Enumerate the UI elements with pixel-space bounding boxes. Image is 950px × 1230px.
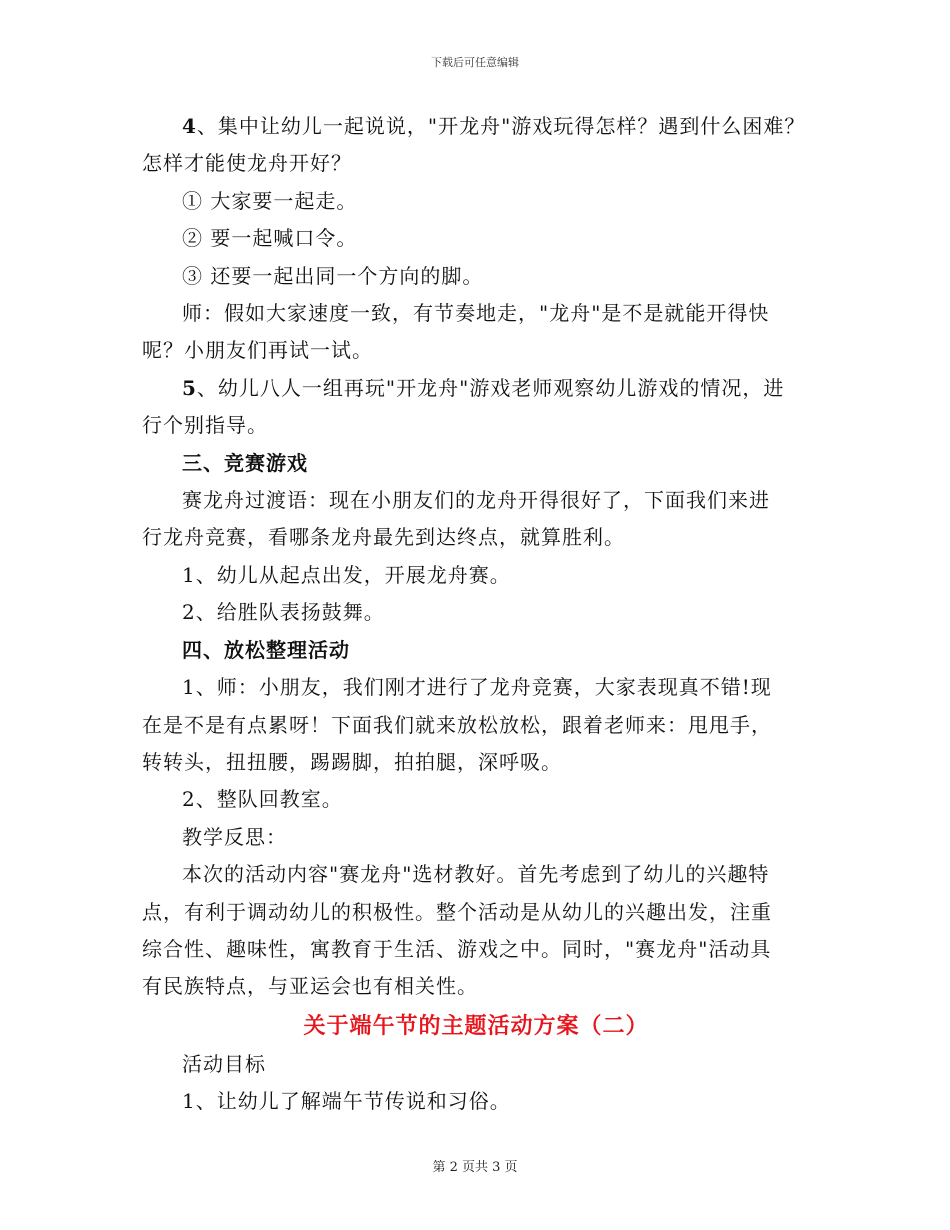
section-heading: 关于端午节的主题活动方案（二） — [303, 1012, 649, 1039]
line-text: 在是不是有点累呀！下面我们就来放松放松，跟着老师来：甩甩手， — [142, 712, 772, 737]
paragraph-line — [142, 145, 810, 182]
paragraph-line — [142, 183, 810, 220]
line-text: 、幼儿八人一组再玩"开龙舟"游戏老师观察幼儿游戏的情况，进 — [196, 375, 785, 400]
paragraph-line — [142, 332, 810, 369]
line-text: 三、竞赛游戏 — [182, 450, 308, 475]
line-text: 行龙舟竞赛，看哪条龙舟最先到达终点，就算胜利。 — [142, 525, 625, 550]
paragraph-line — [142, 781, 810, 818]
paragraph-line — [142, 220, 810, 257]
paragraph-line — [142, 819, 810, 856]
item-number: 5 — [182, 375, 197, 400]
paragraph-line — [142, 482, 810, 519]
paragraph-line — [142, 407, 810, 444]
line-text: 本次的活动内容"赛龙舟"选材教好。首先考虑到了幼儿的兴趣特 — [182, 862, 770, 887]
paragraph-line — [142, 856, 810, 893]
page-footer: 第 2 页共 3 页 — [432, 1160, 518, 1175]
line-text: ③ 还要一起出同一个方向的脚。 — [182, 263, 484, 288]
paragraph-line — [142, 894, 810, 931]
paragraph-line — [142, 669, 810, 706]
paragraph-line — [142, 594, 810, 631]
line-text: 、集中让幼儿一起说说，"开龙舟"游戏玩得怎样？遇到什么困难？ — [196, 114, 806, 138]
line-text: 点，有利于调动幼儿的积极性。整个活动是从幼儿的兴趣出发，注重 — [142, 899, 772, 924]
paragraph-line — [142, 258, 810, 295]
page-header: 下载后可任意编辑 — [431, 56, 519, 69]
line-text: 1、幼儿从起点出发，开展龙舟赛。 — [182, 562, 511, 587]
paragraph-line — [142, 370, 810, 407]
line-text: 2、给胜队表扬鼓舞。 — [182, 600, 385, 625]
line-text: 有民族特点，与亚运会也有相关性。 — [142, 974, 478, 999]
line-text: 教学反思： — [182, 824, 287, 849]
line-text: 赛龙舟过渡语：现在小朋友们的龙舟开得很好了，下面我们来进 — [182, 488, 770, 513]
paragraph-line — [142, 295, 810, 332]
line-text: 2、整队回教室。 — [182, 787, 343, 812]
paragraph-line — [142, 1046, 810, 1083]
paragraph-line — [142, 557, 810, 594]
paragraph-line — [142, 1083, 810, 1120]
paragraph-line — [142, 931, 810, 968]
paragraph-line — [142, 519, 810, 556]
document-body — [142, 108, 810, 1121]
line-text: 四、放松整理活动 — [182, 637, 350, 662]
line-text: 怎样才能使龙舟开好？ — [142, 151, 352, 176]
paragraph-line — [142, 108, 810, 145]
line-text: 转转头，扭扭腰，踢踢脚，拍拍腿，深呼吸。 — [142, 749, 562, 774]
line-text: 综合性、趣味性，寓教育于生活、游戏之中。同时，"赛龙舟"活动具 — [142, 936, 772, 961]
line-text: 师：假如大家速度一致，有节奏地走，"龙舟"是不是就能开得快 — [182, 301, 770, 326]
line-text: 呢？小朋友们再试一试。 — [142, 338, 373, 363]
line-text: 活动目标 — [182, 1051, 266, 1076]
line-text: 1、让幼儿了解端午节传说和习俗。 — [182, 1089, 511, 1114]
paragraph-line — [142, 707, 810, 744]
line-text: ② 要一起喊口令。 — [182, 226, 358, 251]
subsection-title — [142, 632, 810, 669]
line-text: 行个别指导。 — [142, 413, 268, 438]
paragraph-line — [142, 744, 810, 781]
line-text: ① 大家要一起走。 — [182, 188, 358, 213]
item-number: 4 — [182, 114, 197, 138]
paragraph-line — [142, 968, 810, 1005]
line-text: 1、师：小朋友，我们刚才进行了龙舟竞赛，大家表现真不错!现 — [182, 675, 772, 700]
subsection-title — [142, 445, 810, 482]
